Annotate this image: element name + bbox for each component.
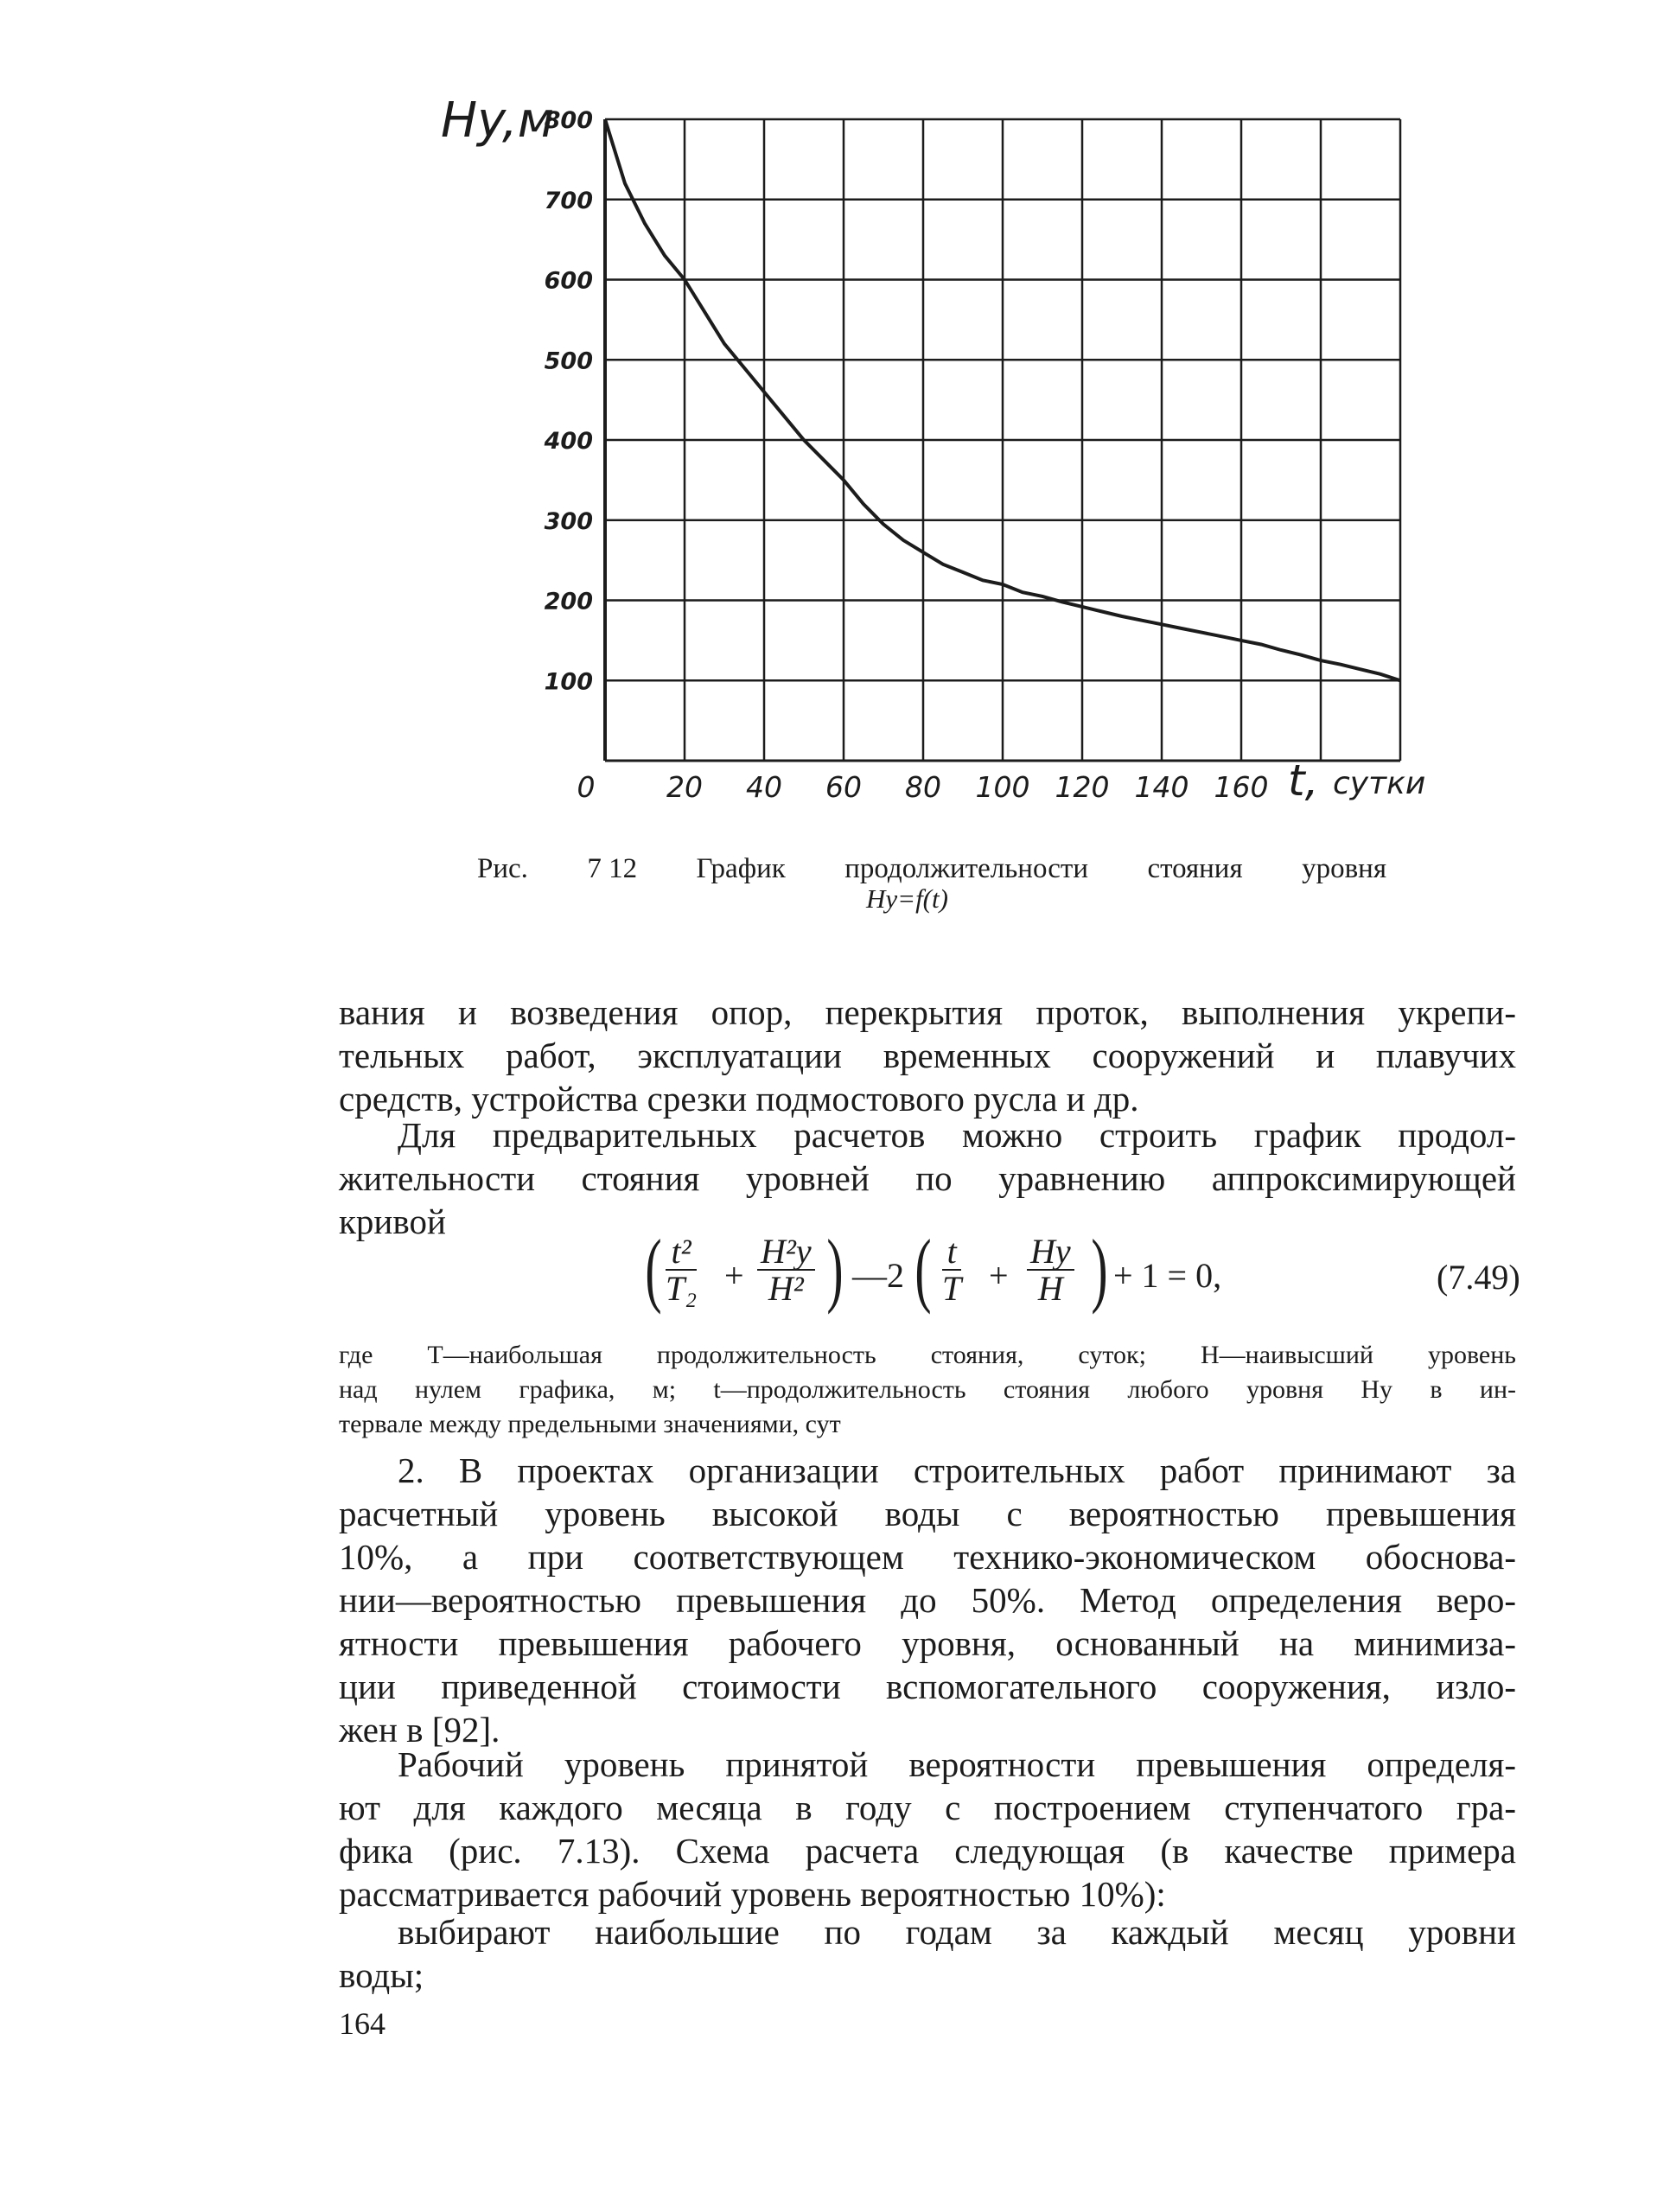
y-tick-label: 300 <box>544 507 593 535</box>
x-tick-label: 0 <box>577 770 596 804</box>
left-paren: ( <box>645 1222 662 1315</box>
x-axis-label-unit: сутки <box>1333 766 1426 801</box>
text-line: средств, устройства срезки подмостового русла и др. <box>339 1079 1139 1119</box>
x-tick-label: 60 <box>825 770 862 804</box>
text-line: Рабочий уровень принятой вероятности превышения определя- <box>398 1744 1516 1784</box>
equation-tail: + 1 = 0, <box>1113 1256 1222 1295</box>
paragraph-3 <box>339 1743 1516 1916</box>
text-line: ции приведенной стоимости вспомогательного сооружения, изло- <box>339 1667 1516 1706</box>
x-tick-label: 120 <box>1055 770 1110 804</box>
text-line: воды; <box>339 1955 424 1995</box>
y-axis-label: Hy,м <box>441 92 554 149</box>
caption-word: продолжительности <box>844 853 1089 884</box>
paragraph-1 <box>339 991 1516 1120</box>
right-paren: ) <box>1091 1222 1108 1315</box>
text-line: нии—вероятностью превышения до 50%. Метод определения веро- <box>339 1580 1516 1620</box>
fraction: H²у H² <box>757 1234 815 1307</box>
figure <box>0 0 1676 914</box>
text-line: жительности стояния уровней по уравнению аппроксимирующей <box>339 1158 1516 1198</box>
level-duration-chart <box>0 0 1676 864</box>
caption-word: стояния <box>1147 853 1243 884</box>
caption-word: 7 12 <box>587 853 638 884</box>
left-paren: ( <box>914 1222 932 1315</box>
y-tick-label: 400 <box>544 428 593 455</box>
text-line: где T—наибольшая продолжительность стояния, суток; H—наивысший уровень <box>339 1341 1516 1369</box>
page-number: 164 <box>339 2006 386 2041</box>
chart-grid <box>605 119 1400 761</box>
fraction: Hу H <box>1027 1234 1074 1307</box>
text-line: 2. В проектах организации строительных работ принимают за <box>398 1450 1516 1490</box>
x-tick-label: 20 <box>666 770 703 804</box>
text-line: тервале между предельными значениями, сут <box>339 1410 841 1438</box>
equation-7-49 <box>640 1222 1521 1326</box>
equation-number: (7.49) <box>1437 1258 1520 1297</box>
x-tick-label: 100 <box>975 770 1030 804</box>
text-line: тельных работ, эксплуатации временных сооружений и плавучих <box>339 1036 1516 1075</box>
x-tick-label: 140 <box>1134 770 1189 804</box>
paragraph-2-numbered <box>339 1449 1516 1751</box>
chart-ticks <box>544 107 1269 804</box>
text-line: ют для каждого месяца в году с построением ступенчатого гра- <box>339 1788 1516 1827</box>
text-line: выбирают наибольшие по годам за каждый месяц уровни <box>398 1912 1516 1952</box>
text-line: Для предварительных расчетов можно строить график продол- <box>398 1115 1516 1155</box>
text-line: кривой <box>339 1202 446 1241</box>
y-tick-label: 700 <box>544 187 593 214</box>
paragraph-4 <box>339 1910 1516 1997</box>
operator: —2 <box>852 1256 904 1295</box>
operator: + <box>724 1256 744 1295</box>
fraction: $\frac{\text{t²}}{\text{T₂}}$ <box>666 1232 698 1308</box>
text-line: расчетный уровень высокой воды с вероятностью превышения <box>339 1494 1516 1533</box>
y-tick-label: 600 <box>544 267 593 295</box>
text-line: 10%, а при соответствующем технико-экономическом обоснова- <box>339 1537 1516 1577</box>
x-axis-label-t: t, <box>1288 755 1319 806</box>
text-line: рассматривается рабочий уровень вероятностью 10%): <box>339 1874 1166 1914</box>
paragraph-definitions <box>339 1338 1516 1442</box>
text-line: фика (рис. 7.13). Схема расчета следующая (в качестве примера <box>339 1831 1516 1871</box>
caption-word: Рис. <box>477 853 528 884</box>
text-line: ятности превышения рабочего уровня, основанный на минимиза- <box>339 1623 1516 1663</box>
figure-caption <box>477 851 1386 887</box>
x-tick-label: 160 <box>1214 770 1269 804</box>
text-line: жен в [92]. <box>339 1710 500 1750</box>
caption-word: График <box>696 853 786 884</box>
operator: + <box>989 1256 1009 1295</box>
right-paren: ) <box>826 1222 844 1315</box>
y-tick-label: 500 <box>544 347 593 375</box>
caption-word: уровня <box>1302 853 1386 884</box>
text-line: вания и возведения опор, перекрытия проток, выполнения укрепи- <box>339 992 1516 1032</box>
text-line: над нулем графика, м; t—продолжительность стояния любого уровня Hу в ин- <box>339 1375 1516 1404</box>
y-tick-label: 800 <box>544 107 593 134</box>
fraction: $\frac{t}{T}$ <box>942 1232 962 1308</box>
caption-formula: Hy=f(t) <box>866 883 948 914</box>
y-tick-label: 200 <box>544 588 593 615</box>
x-tick-label: 40 <box>746 770 782 804</box>
x-tick-label: 80 <box>905 770 941 804</box>
y-tick-label: 100 <box>544 668 593 696</box>
